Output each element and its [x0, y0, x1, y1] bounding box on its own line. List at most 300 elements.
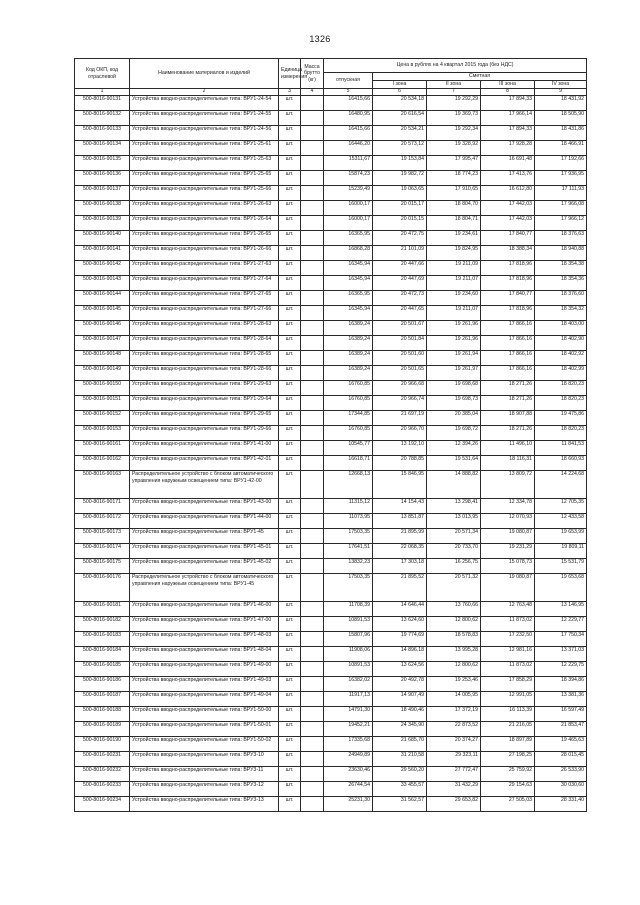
header-zone-2: II зона — [427, 81, 481, 89]
cell-unit: шт. — [279, 737, 301, 752]
cell-zone-2-price: 19 261,96 — [427, 321, 481, 336]
table-row — [75, 96, 587, 111]
cell-zone-4-price: 18 402,92 — [535, 351, 587, 366]
cell-zone-3-price: 17 442,03 — [481, 201, 535, 216]
cell-code: 500-8016-90182 — [75, 617, 130, 632]
cell-code: 500-8016-90150 — [75, 381, 130, 396]
cell-release-price: 16760,85 — [324, 396, 373, 411]
cell-code: 500-8016-90234 — [75, 797, 130, 812]
cell-unit: шт. — [279, 381, 301, 396]
cell-zone-2-price: 20 374,27 — [427, 737, 481, 752]
table-row — [75, 752, 587, 767]
cell-code: 500-8016-90176 — [75, 574, 130, 602]
cell-unit: шт. — [279, 662, 301, 677]
cell-name: Устройства вводно-распределительные типа: ВРУ3-10 — [130, 752, 279, 767]
cell-release-price: 16480,95 — [324, 111, 373, 126]
cell-zone-2-price: 19 234,61 — [427, 231, 481, 246]
cell-zone-4-price: 26 533,90 — [535, 767, 587, 782]
cell-zone-2-price: 19 211,07 — [427, 276, 481, 291]
cell-zone-1-price: 20 492,78 — [373, 677, 427, 692]
cell-code: 500-8016-90142 — [75, 261, 130, 276]
cell-mass — [301, 692, 324, 707]
cell-mass — [301, 156, 324, 171]
cell-mass — [301, 261, 324, 276]
cell-release-price: 10545,77 — [324, 441, 373, 456]
cell-zone-1-price: 20 447,66 — [373, 261, 427, 276]
cell-zone-1-price: 20 501,65 — [373, 366, 427, 381]
cell-name: Устройства вводно-распределительные типа: ВРУ1-26-63 — [130, 201, 279, 216]
cell-zone-1-price: 19 063,65 — [373, 186, 427, 201]
cell-mass — [301, 617, 324, 632]
table-row — [75, 707, 587, 722]
cell-mass — [301, 351, 324, 366]
cell-zone-4-price: 18 354,32 — [535, 306, 587, 321]
cell-zone-1-price: 20 966,68 — [373, 381, 427, 396]
cell-release-price: 16389,24 — [324, 366, 373, 381]
cell-name: Устройства вводно-распределительные типа: ВРУ1-25-61 — [130, 141, 279, 156]
cell-zone-1-price: 14 896,18 — [373, 647, 427, 662]
cell-code: 500-8016-90138 — [75, 201, 130, 216]
cell-zone-4-price: 28 331,40 — [535, 797, 587, 812]
cell-mass — [301, 707, 324, 722]
cell-zone-4-price: 17 966,08 — [535, 201, 587, 216]
cell-zone-1-price: 20 616,54 — [373, 111, 427, 126]
cell-zone-3-price: 15 078,73 — [481, 559, 535, 574]
cell-name: Устройства вводно-распределительные типа: ВРУ1-48-03 — [130, 632, 279, 647]
cell-mass — [301, 111, 324, 126]
column-number: 3 — [279, 89, 301, 96]
cell-zone-3-price: 17 866,16 — [481, 321, 535, 336]
cell-zone-4-price: 18 660,93 — [535, 456, 587, 471]
cell-unit: шт. — [279, 171, 301, 186]
cell-mass — [301, 231, 324, 246]
cell-zone-2-price: 20 571,34 — [427, 529, 481, 544]
cell-zone-2-price: 20 733,70 — [427, 544, 481, 559]
cell-mass — [301, 381, 324, 396]
cell-zone-2-price: 19 698,68 — [427, 381, 481, 396]
cell-zone-2-price: 13 298,41 — [427, 499, 481, 514]
cell-mass — [301, 396, 324, 411]
cell-zone-1-price: 20 015,15 — [373, 216, 427, 231]
cell-code: 500-8016-90186 — [75, 677, 130, 692]
table-row — [75, 246, 587, 261]
cell-zone-3-price: 29 154,63 — [481, 782, 535, 797]
cell-release-price: 15807,96 — [324, 632, 373, 647]
cell-zone-2-price: 19 253,46 — [427, 677, 481, 692]
cell-name: Устройства вводно-распределительные типа: ВРУ1-47-00 — [130, 617, 279, 632]
cell-name: Устройства вводно-распределительные типа: ВРУ1-24-55 — [130, 111, 279, 126]
cell-release-price: 16760,85 — [324, 381, 373, 396]
cell-zone-1-price: 20 534,18 — [373, 96, 427, 111]
cell-code: 500-8016-90144 — [75, 291, 130, 306]
cell-zone-1-price: 13 624,60 — [373, 617, 427, 632]
cell-code: 500-8016-90183 — [75, 632, 130, 647]
table-row — [75, 276, 587, 291]
cell-zone-3-price: 19 080,87 — [481, 574, 535, 602]
cell-unit: шт. — [279, 111, 301, 126]
table-row — [75, 321, 587, 336]
cell-code: 500-8016-90185 — [75, 662, 130, 677]
cell-release-price: 17335,68 — [324, 737, 373, 752]
cell-zone-1-price: 20 534,21 — [373, 126, 427, 141]
header-release: отпускная — [324, 73, 373, 89]
cell-zone-2-price: 12 800,62 — [427, 617, 481, 632]
cell-release-price: 17503,35 — [324, 529, 373, 544]
cell-zone-2-price: 29 653,82 — [427, 797, 481, 812]
cell-name: Устройства вводно-распределительные типа: ВРУ1-28-64 — [130, 336, 279, 351]
cell-release-price: 17344,85 — [324, 411, 373, 426]
cell-zone-4-price: 18 431,92 — [535, 96, 587, 111]
cell-zone-3-price: 21 216,05 — [481, 722, 535, 737]
cell-zone-1-price: 33 455,57 — [373, 782, 427, 797]
cell-zone-2-price: 29 323,11 — [427, 752, 481, 767]
table-row — [75, 722, 587, 737]
table-row — [75, 141, 587, 156]
cell-zone-2-price: 19 211,09 — [427, 261, 481, 276]
cell-zone-2-price: 19 824,95 — [427, 246, 481, 261]
cell-name: Устройства вводно-распределительные типа: ВРУ1-25-63 — [130, 156, 279, 171]
table-row — [75, 366, 587, 381]
cell-release-price: 10891,53 — [324, 662, 373, 677]
cell-zone-4-price: 18 394,86 — [535, 677, 587, 692]
cell-release-price: 16415,66 — [324, 126, 373, 141]
column-number: 6 — [373, 89, 427, 96]
cell-release-price: 24949,89 — [324, 752, 373, 767]
cell-mass — [301, 246, 324, 261]
cell-code: 500-8016-90141 — [75, 246, 130, 261]
cell-zone-3-price: 12 763,48 — [481, 602, 535, 617]
cell-unit: шт. — [279, 559, 301, 574]
cell-unit: шт. — [279, 692, 301, 707]
table-row — [75, 602, 587, 617]
price-table — [74, 58, 587, 812]
cell-release-price: 16345,94 — [324, 306, 373, 321]
cell-release-price: 11917,13 — [324, 692, 373, 707]
cell-unit: шт. — [279, 366, 301, 381]
cell-zone-2-price: 18 804,71 — [427, 216, 481, 231]
cell-zone-1-price: 20 966,70 — [373, 426, 427, 441]
header-estimate: Сметная — [373, 73, 587, 81]
cell-name: Устройства вводно-распределительные типа: ВРУ3-12 — [130, 782, 279, 797]
cell-zone-1-price: 17 303,18 — [373, 559, 427, 574]
cell-mass — [301, 559, 324, 574]
cell-zone-4-price: 16 597,49 — [535, 707, 587, 722]
cell-unit: шт. — [279, 456, 301, 471]
cell-name: Устройства вводно-распределительные типа: ВРУ1-27-64 — [130, 276, 279, 291]
cell-unit: шт. — [279, 499, 301, 514]
cell-zone-3-price: 16 113,39 — [481, 707, 535, 722]
cell-name: Устройства вводно-распределительные типа: ВРУ1-29-66 — [130, 426, 279, 441]
cell-name: Распределительное устройство с блоком автоматического управления наружным освещением типа: ВРУ1-42-00 — [130, 471, 279, 499]
cell-code: 500-8016-90184 — [75, 647, 130, 662]
table-row — [75, 441, 587, 456]
cell-zone-4-price: 13 146,95 — [535, 602, 587, 617]
cell-name: Устройства вводно-распределительные типа: ВРУ1-49-00 — [130, 662, 279, 677]
cell-mass — [301, 366, 324, 381]
table-row — [75, 632, 587, 647]
cell-name: Устройства вводно-распределительные типа: ВРУ1-41-00 — [130, 441, 279, 456]
cell-zone-2-price: 18 804,70 — [427, 201, 481, 216]
cell-zone-4-price: 18 820,23 — [535, 426, 587, 441]
column-number: 5 — [324, 89, 373, 96]
cell-zone-1-price: 13 624,56 — [373, 662, 427, 677]
cell-zone-4-price: 18 505,90 — [535, 111, 587, 126]
cell-unit: шт. — [279, 647, 301, 662]
cell-zone-2-price: 12 800,62 — [427, 662, 481, 677]
cell-release-price: 16365,95 — [324, 231, 373, 246]
cell-zone-3-price: 17 894,33 — [481, 96, 535, 111]
cell-zone-4-price: 18 820,23 — [535, 381, 587, 396]
cell-mass — [301, 737, 324, 752]
cell-zone-4-price: 30 030,60 — [535, 782, 587, 797]
header-zone-4: IV зона — [535, 81, 587, 89]
cell-zone-2-price: 19 698,73 — [427, 396, 481, 411]
cell-name: Устройства вводно-распределительные типа: ВРУ1-43-00 — [130, 499, 279, 514]
cell-code: 500-8016-90149 — [75, 366, 130, 381]
cell-zone-3-price: 16 612,80 — [481, 186, 535, 201]
cell-mass — [301, 602, 324, 617]
cell-zone-1-price: 19 153,84 — [373, 156, 427, 171]
cell-zone-3-price: 18 907,88 — [481, 411, 535, 426]
cell-zone-4-price: 18 402,99 — [535, 366, 587, 381]
cell-code: 500-8016-90132 — [75, 111, 130, 126]
table-row — [75, 797, 587, 812]
cell-zone-3-price: 16 691,48 — [481, 156, 535, 171]
cell-zone-4-price: 13 381,36 — [535, 692, 587, 707]
cell-mass — [301, 797, 324, 812]
cell-unit: шт. — [279, 96, 301, 111]
table-row — [75, 617, 587, 632]
cell-release-price: 13832,23 — [324, 559, 373, 574]
cell-unit: шт. — [279, 156, 301, 171]
header-price-group: Цена в рублях на 4 квартал 2015 года (без НДС) — [324, 59, 587, 73]
cell-mass — [301, 499, 324, 514]
cell-mass — [301, 186, 324, 201]
cell-zone-3-price: 12 981,16 — [481, 647, 535, 662]
cell-mass — [301, 456, 324, 471]
cell-zone-3-price: 13 809,72 — [481, 471, 535, 499]
cell-code: 500-8016-90133 — [75, 126, 130, 141]
cell-code: 500-8016-90153 — [75, 426, 130, 441]
cell-name: Устройства вводно-распределительные типа: ВРУ1-45 — [130, 529, 279, 544]
cell-zone-3-price: 18 116,31 — [481, 456, 535, 471]
table-row — [75, 351, 587, 366]
cell-name: Устройства вводно-распределительные типа: ВРУ1-50-02 — [130, 737, 279, 752]
cell-name: Устройства вводно-распределительные типа: ВРУ1-26-65 — [130, 231, 279, 246]
cell-mass — [301, 471, 324, 499]
cell-mass — [301, 171, 324, 186]
cell-code: 500-8016-90145 — [75, 306, 130, 321]
header-mass: Масса брутто (кг) — [301, 59, 324, 89]
cell-mass — [301, 411, 324, 426]
cell-zone-4-price: 19 653,68 — [535, 574, 587, 602]
cell-release-price: 16000,17 — [324, 216, 373, 231]
cell-zone-2-price: 19 234,60 — [427, 291, 481, 306]
cell-zone-3-price: 19 231,29 — [481, 544, 535, 559]
cell-zone-2-price: 19 292,29 — [427, 96, 481, 111]
table-row — [75, 456, 587, 471]
cell-release-price: 11908,06 — [324, 647, 373, 662]
cell-unit: шт. — [279, 261, 301, 276]
column-number: 7 — [427, 89, 481, 96]
cell-release-price: 23630,46 — [324, 767, 373, 782]
cell-mass — [301, 441, 324, 456]
cell-zone-1-price: 20 573,12 — [373, 141, 427, 156]
cell-name: Устройства вводно-распределительные типа: ВРУ1-50-00 — [130, 707, 279, 722]
cell-code: 500-8016-90232 — [75, 767, 130, 782]
cell-mass — [301, 321, 324, 336]
table-row — [75, 171, 587, 186]
cell-zone-2-price: 19 369,73 — [427, 111, 481, 126]
cell-zone-1-price: 19 774,69 — [373, 632, 427, 647]
cell-mass — [301, 216, 324, 231]
table-row — [75, 231, 587, 246]
cell-release-price: 16000,17 — [324, 201, 373, 216]
cell-zone-2-price: 14 888,82 — [427, 471, 481, 499]
table-row — [75, 782, 587, 797]
cell-name: Устройства вводно-распределительные типа: ВРУ1-29-64 — [130, 396, 279, 411]
cell-mass — [301, 574, 324, 602]
cell-code: 500-8016-90134 — [75, 141, 130, 156]
cell-code: 500-8016-90152 — [75, 411, 130, 426]
table-row — [75, 499, 587, 514]
cell-zone-3-price: 18 271,26 — [481, 426, 535, 441]
cell-name: Устройства вводно-распределительные типа: ВРУ1-50-01 — [130, 722, 279, 737]
cell-zone-2-price: 13 995,28 — [427, 647, 481, 662]
cell-name: Устройства вводно-распределительные типа: ВРУ1-27-66 — [130, 306, 279, 321]
cell-unit: шт. — [279, 306, 301, 321]
table-row — [75, 111, 587, 126]
cell-unit: шт. — [279, 782, 301, 797]
cell-zone-1-price: 21 685,70 — [373, 737, 427, 752]
table-row — [75, 396, 587, 411]
cell-zone-2-price: 18 774,23 — [427, 171, 481, 186]
cell-zone-3-price: 27 505,03 — [481, 797, 535, 812]
table-row — [75, 692, 587, 707]
cell-zone-3-price: 17 866,16 — [481, 336, 535, 351]
cell-code: 500-8016-90162 — [75, 456, 130, 471]
cell-name: Устройства вводно-распределительные типа: ВРУ3-11 — [130, 767, 279, 782]
cell-zone-1-price: 21 895,52 — [373, 574, 427, 602]
cell-name: Устройства вводно-распределительные типа: ВРУ1-45-01 — [130, 544, 279, 559]
cell-mass — [301, 662, 324, 677]
cell-zone-1-price: 15 846,95 — [373, 471, 427, 499]
cell-zone-4-price: 18 940,88 — [535, 246, 587, 261]
cell-zone-4-price: 12 229,75 — [535, 662, 587, 677]
cell-zone-2-price: 18 578,83 — [427, 632, 481, 647]
cell-code: 500-8016-90189 — [75, 722, 130, 737]
cell-mass — [301, 126, 324, 141]
cell-zone-2-price: 31 432,29 — [427, 782, 481, 797]
cell-zone-4-price: 18 820,23 — [535, 396, 587, 411]
cell-name: Устройства вводно-распределительные типа: ВРУ1-27-63 — [130, 261, 279, 276]
cell-zone-4-price: 18 402,90 — [535, 336, 587, 351]
table-row — [75, 126, 587, 141]
cell-name: Устройства вводно-распределительные типа: ВРУ1-44-00 — [130, 514, 279, 529]
cell-zone-1-price: 20 966,74 — [373, 396, 427, 411]
cell-name: Устройства вводно-распределительные типа: ВРУ1-26-66 — [130, 246, 279, 261]
cell-unit: шт. — [279, 602, 301, 617]
cell-zone-1-price: 14 907,49 — [373, 692, 427, 707]
cell-zone-3-price: 17 894,33 — [481, 126, 535, 141]
table-row — [75, 574, 587, 602]
table-row — [75, 662, 587, 677]
cell-mass — [301, 336, 324, 351]
cell-zone-2-price: 19 261,96 — [427, 336, 481, 351]
cell-release-price: 12668,13 — [324, 471, 373, 499]
cell-zone-3-price: 17 818,96 — [481, 261, 535, 276]
cell-name: Распределительное устройство с блоком автоматического управления наружным освещением типа: ВРУ1-45 — [130, 574, 279, 602]
cell-unit: шт. — [279, 426, 301, 441]
cell-code: 500-8016-90188 — [75, 707, 130, 722]
cell-release-price: 26744,54 — [324, 782, 373, 797]
cell-zone-2-price: 22 873,52 — [427, 722, 481, 737]
cell-zone-1-price: 20 501,67 — [373, 321, 427, 336]
cell-name: Устройства вводно-распределительные типа: ВРУ1-29-65 — [130, 411, 279, 426]
cell-zone-4-price: 17 192,66 — [535, 156, 587, 171]
cell-mass — [301, 201, 324, 216]
cell-zone-2-price: 12 394,26 — [427, 441, 481, 456]
cell-code: 500-8016-90171 — [75, 499, 130, 514]
column-number: 9 — [535, 89, 587, 96]
cell-zone-3-price: 12 070,93 — [481, 514, 535, 529]
page-number: 1326 — [309, 34, 331, 44]
cell-zone-2-price: 20 571,32 — [427, 574, 481, 602]
cell-release-price: 15311,67 — [324, 156, 373, 171]
cell-zone-3-price: 17 966,14 — [481, 111, 535, 126]
cell-zone-1-price: 20 472,75 — [373, 231, 427, 246]
cell-zone-3-price: 12 334,78 — [481, 499, 535, 514]
cell-unit: шт. — [279, 677, 301, 692]
cell-code: 500-8016-90146 — [75, 321, 130, 336]
cell-zone-4-price: 12 705,35 — [535, 499, 587, 514]
cell-unit: шт. — [279, 544, 301, 559]
cell-release-price: 15239,49 — [324, 186, 373, 201]
cell-zone-2-price: 19 211,07 — [427, 306, 481, 321]
table-row — [75, 514, 587, 529]
cell-zone-4-price: 21 853,47 — [535, 722, 587, 737]
cell-release-price: 15874,23 — [324, 171, 373, 186]
cell-name: Устройства вводно-распределительные типа: ВРУ1-26-64 — [130, 216, 279, 231]
cell-name: Устройства вводно-распределительные типа: ВРУ1-24-56 — [130, 126, 279, 141]
table-row — [75, 647, 587, 662]
cell-code: 500-8016-90190 — [75, 737, 130, 752]
cell-code: 500-8016-90151 — [75, 396, 130, 411]
cell-release-price: 14791,30 — [324, 707, 373, 722]
cell-zone-1-price: 20 447,69 — [373, 276, 427, 291]
header-code: Код ОКП, код отраслевой — [75, 59, 130, 89]
cell-code: 500-8016-90140 — [75, 231, 130, 246]
cell-zone-2-price: 19 698,72 — [427, 426, 481, 441]
cell-release-price: 19452,21 — [324, 722, 373, 737]
cell-mass — [301, 677, 324, 692]
cell-zone-1-price: 20 788,85 — [373, 456, 427, 471]
cell-name: Устройства вводно-распределительные типа: ВРУ1-46-00 — [130, 602, 279, 617]
cell-zone-2-price: 17 910,65 — [427, 186, 481, 201]
cell-release-price: 16389,24 — [324, 351, 373, 366]
cell-zone-2-price: 20 385,04 — [427, 411, 481, 426]
cell-code: 500-8016-90175 — [75, 559, 130, 574]
cell-zone-1-price: 22 068,35 — [373, 544, 427, 559]
cell-zone-4-price: 18 354,38 — [535, 261, 587, 276]
cell-code: 500-8016-90163 — [75, 471, 130, 499]
cell-zone-2-price: 17 372,19 — [427, 707, 481, 722]
cell-zone-1-price: 31 210,58 — [373, 752, 427, 767]
column-number: 1 — [75, 89, 130, 96]
cell-zone-4-price: 18 403,00 — [535, 321, 587, 336]
cell-name: Устройства вводно-распределительные типа: ВРУ1-25-66 — [130, 186, 279, 201]
cell-zone-3-price: 18 271,26 — [481, 396, 535, 411]
